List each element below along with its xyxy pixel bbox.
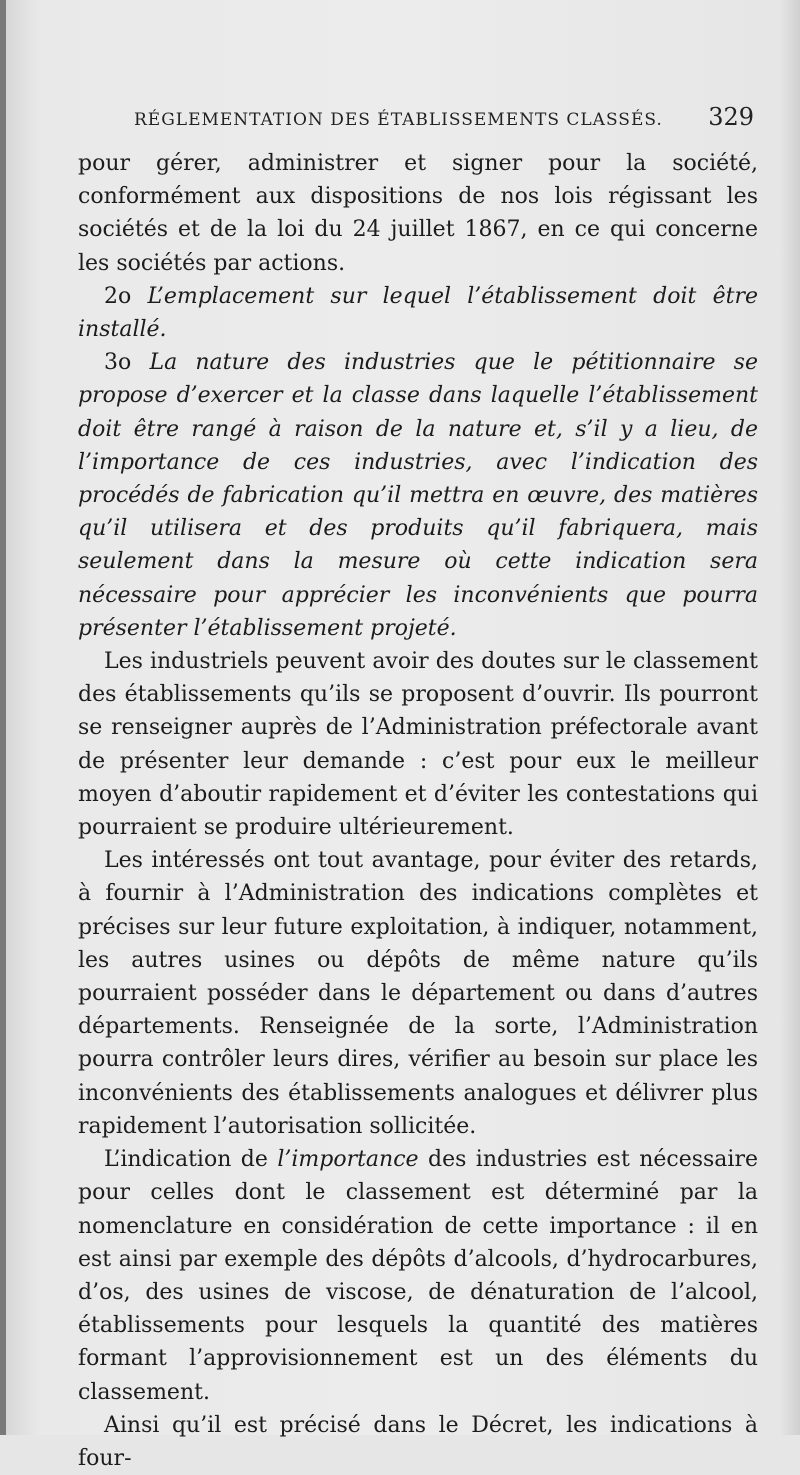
paragraph-7: Ainsi qu’il est précisé dans le Décret, les indications à four- [78,1412,758,1471]
item-number-2: 2o [104,283,132,309]
running-title: RÉGLEMENTATION DES ÉTABLISSEMENTS CLASSÉS. [134,110,663,130]
paragraph-6 [78,1143,758,1409]
page-number: 329 [708,103,754,131]
paragraph-3 [78,346,758,645]
body-text [78,147,758,1475]
page-header [134,103,754,143]
paragraph-6-emphasis: l’importance [277,1147,419,1173]
paragraph-6-rest: des industries est nécessaire pour celles dont le classement est déterminé par la nomenclature en considération de cette importance : il en est ainsi par exemple des dépôts d’alcools, d’hydrocarbures, d’os, des usines de viscose, de dénaturation de l’alcool, établissements pour lesquels la quantité des matières formant l’approvisionnement est un des éléments du classement. [78,1147,758,1405]
paragraph-6-start: L’indication de [104,1147,268,1173]
item-text-2: L’emplacement sur lequel l’établissement doit être installé. [78,283,758,343]
item-number-3: 3o [104,350,132,376]
paragraph-4: Les industriels peuvent avoir des doutes sur le classement des établissements qu’ils se proposent d’ouvrir. Ils pourront se renseigner auprès de l’Administration préfectorale avant de présenter leur demande : c’est pour eux le meilleur moyen d’aboutir rapidement et d’éviter les contestations qui pourraient se produire ultérieurement. [78,649,758,841]
paragraph-2 [78,280,758,346]
item-text-3: La nature des industries que le pétitionnaire se propose d’exercer et la classe dans laquelle l’établissement doit être rangé à raison de la nature et, s’il y a lieu, de l’importance de ces industries, avec l’indication des procédés de fabrication qu’il mettra en œuvre, des matières qu’il utilisera et des produits qu’il fabriquera, mais seulement dans la mesure où cette indication sera nécessaire pour apprécier les inconvénients que pourra présenter l’établissement projeté. [78,350,758,641]
paragraph-5: Les intéressés ont tout avantage, pour éviter des retards, à fournir à l’Administration des indications complètes et précises sur leur future exploitation, à indiquer, notamment, les autres usines ou dépôts de même nature qu’ils pourraient posséder dans le département ou dans d’autres départements. Renseignée de la sorte, l’Administration pourra contrôler leurs dires, vérifier au besoin sur place les inconvénients des établissements analogues et délivrer plus rapidement l’autorisation sollicitée. [78,848,758,1139]
paragraph-1: pour gérer, administrer et signer pour la société, conformément aux dispositions de nos lois régissant les sociétés et de la loi du 24 juillet 1867, en ce qui concerne les sociétés par actions. [78,151,758,276]
page-edge-shadow [0,0,6,1435]
